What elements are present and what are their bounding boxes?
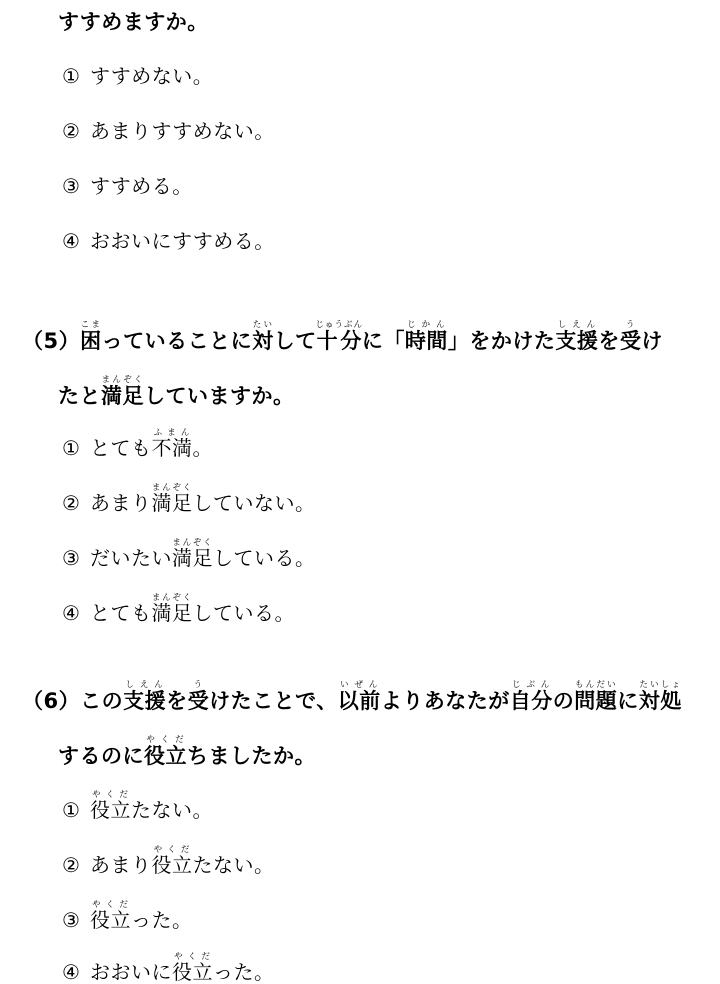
option-text: あまりすすめない。 [90, 119, 275, 143]
option-text: すすめない。 [90, 64, 214, 88]
question-4-continuation [58, 12, 209, 33]
question-4-option-2 [62, 121, 275, 141]
ruby-word: 時間じかん [404, 320, 448, 353]
option-number: ③ [62, 546, 81, 570]
question-6-line-2: するのに役立やくだちましたか。 [58, 735, 316, 768]
ruby-word: 受う [187, 680, 210, 713]
ruby-word: 役立やくだ [90, 900, 131, 932]
ruby-word: 満足まんぞく [151, 593, 193, 625]
ruby-word: 十分じゅうぶん [315, 320, 364, 353]
option-number: ② [62, 491, 81, 515]
ruby-word: 問題もんだい [574, 680, 618, 713]
question-5-option-4: ④ とても満足まんぞくしている。 [62, 593, 295, 625]
option-number: ④ [62, 229, 81, 253]
ruby-word: 満足まんぞく [151, 483, 193, 515]
ruby-word: 役立やくだ [151, 845, 193, 877]
option-text: おおいにすすめる。 [90, 229, 275, 253]
question-5-option-2: ② あまり満足まんぞくしていない。 [62, 483, 316, 515]
option-number: ② [62, 119, 81, 143]
question-5-option-3: ③ だいたい満足まんぞくしている。 [62, 538, 316, 570]
question-4-option-1 [62, 66, 213, 86]
question-5-line-1: （5）困こまっていることに対たいして十分じゅうぶんに「時間じかん」をかけた支援しえんを受うけ [22, 320, 663, 353]
option-number: ② [62, 853, 81, 877]
option-text: すすめる。 [90, 174, 193, 198]
ruby-word: 困こま [80, 320, 102, 353]
option-number: ① [62, 798, 81, 822]
question-5-line-2: たと満足まんぞくしていますか。 [58, 375, 295, 408]
ruby-word: 役立やくだ [172, 952, 213, 984]
ruby-word: 役立やくだ [90, 790, 131, 822]
ruby-word: 役立やくだ [144, 735, 187, 768]
ruby-word: 不満ふまん [151, 428, 193, 460]
option-number: ① [62, 436, 81, 460]
question-4-option-3 [62, 176, 193, 196]
option-number: ③ [62, 174, 81, 198]
ruby-word: 支援しえん [555, 320, 599, 353]
ruby-word: 対たい [252, 320, 274, 353]
option-number: ③ [62, 908, 81, 932]
question-5-option-1: ① とても不満ふまん。 [62, 428, 213, 460]
ruby-word: 対処たいしょ [638, 680, 682, 713]
ruby-word: 自分じぶん [509, 680, 553, 713]
ruby-word: 満足まんぞく [101, 375, 144, 408]
question-text: すすめますか。 [58, 10, 209, 34]
question-6-option-3: ③ 役立やくだった。 [62, 900, 193, 932]
question-4-option-4 [62, 231, 275, 251]
ruby-word: 満足まんぞく [172, 538, 213, 570]
question-6-option-2: ② あまり役立やくだたない。 [62, 845, 275, 877]
ruby-word: 支援しえん [123, 680, 167, 713]
ruby-word: 以前いぜん [337, 680, 381, 713]
question-6-option-1: ① 役立やくだたない。 [62, 790, 213, 822]
option-number: ① [62, 64, 81, 88]
ruby-word: 受う [619, 320, 642, 353]
question-number: （6） [22, 689, 81, 713]
question-6-option-4: ④ おおいに役立やくだった。 [62, 952, 275, 984]
option-number: ④ [62, 960, 81, 984]
option-number: ④ [62, 601, 81, 625]
question-number: （5） [22, 329, 81, 353]
question-6-line-1: （6）この支援しえんを受うけたことで、以前いぜんよりあなたが自分じぶんの問題もんだいに対処たいしょ [22, 680, 682, 713]
